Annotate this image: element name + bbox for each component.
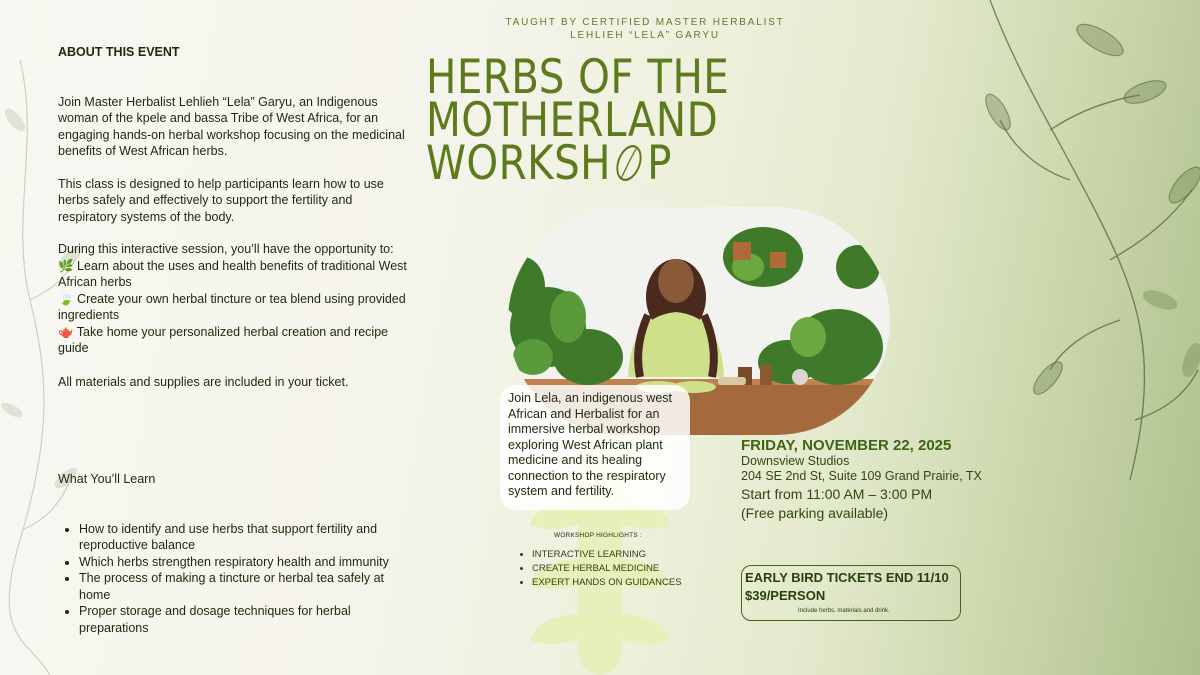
- highlights-heading: WORKSHOP HIGHLIGHTS :: [554, 532, 642, 539]
- ticket-note: Include herbs, materials and drink.: [798, 608, 890, 614]
- bullet-herb-item: 🌿 Learn about the uses and health benefits of traditional West African herbs: [58, 258, 407, 289]
- event-venue-block: [741, 454, 982, 484]
- event-address: 204 SE 2nd St, Suite 109 Grand Prairie, TX: [741, 469, 982, 483]
- event-parking: (Free parking available): [741, 505, 889, 521]
- learn-item: • Which herbs strengthen respiratory health and immunity: [79, 554, 408, 571]
- event-time: Start from 11:00 AM – 3:00 PM: [741, 486, 933, 502]
- learn-item: • How to identify and use herbs that support fertility and reproductive balance: [79, 521, 408, 554]
- taught-line-2: LEHLIEH “LELA” GARYU: [570, 30, 720, 41]
- highlight-item: • EXPERT HANDS ON GUIDANCES: [532, 576, 688, 590]
- learn-list: [58, 521, 408, 637]
- about-opportunity: During this interactive session, you’ll have the opportunity to:: [58, 242, 394, 256]
- event-venue: Downsview Studios: [741, 454, 850, 468]
- learn-heading: What You’ll Learn: [58, 472, 156, 486]
- learn-section: [58, 471, 408, 636]
- title-line-3-end: P: [647, 136, 672, 191]
- title-line-2: MOTHERLAND: [426, 93, 719, 148]
- highlights-list: [518, 548, 688, 590]
- about-materials: All materials and supplies are included in your ticket.: [58, 374, 349, 389]
- event-time-block: [741, 485, 932, 523]
- taught-line-1: TAUGHT BY CERTIFIED MASTER HERBALIST: [505, 17, 785, 28]
- leaf-o-icon: [613, 142, 646, 184]
- bullet-leaves-item: 🍃 Create your own herbal tincture or tea blend using provided ingredients: [58, 291, 406, 322]
- bullet-teapot-item: 🫖 Take home your personalized herbal creation and recipe guide: [58, 324, 389, 355]
- about-bullets: [58, 258, 408, 357]
- event-date: FRIDAY, NOVEMBER 22, 2025: [741, 437, 952, 454]
- highlight-item: • CREATE HERBAL MEDICINE: [532, 562, 688, 576]
- ticket-deadline: EARLY BIRD TICKETS END 11/10: [745, 570, 949, 585]
- learn-item: • The process of making a tincture or herbal tea safely at home: [79, 570, 408, 603]
- about-intro: Join Master Herbalist Lehlieh “Lela” Garyu, an Indigenous woman of the kpele and bassa Tribe of West Africa, for an engaging hands-on herbal workshop focusing on the medicinal benefits of West African herbs.: [58, 94, 405, 158]
- learn-item: • Proper storage and dosage techniques for herbal preparations: [79, 603, 408, 636]
- about-heading: ABOUT THIS EVENT: [58, 45, 180, 59]
- about-section: [58, 44, 408, 406]
- event-title: [426, 50, 730, 191]
- title-line-1: HERBS OF THE: [426, 50, 730, 105]
- botanical-sketch-right: [930, 0, 1200, 675]
- highlight-item: • INTERACTIVE LEARNING: [532, 548, 688, 562]
- title-line-3: [426, 136, 729, 191]
- about-purpose: This class is designed to help participants learn how to use herbs safely and effectively to support the fertility and respiratory systems of the body.: [58, 176, 384, 224]
- title-line-3-start: WORKSH: [426, 136, 612, 191]
- join-description: Join Lela, an indigenous west African and Herbalist for an immersive herbal workshop exploring West African plant medicine and its healing connection to the respiratory system and fertility.: [508, 391, 673, 498]
- instructor-credit: [475, 16, 815, 42]
- ticket-price: $39/PERSON: [745, 588, 826, 603]
